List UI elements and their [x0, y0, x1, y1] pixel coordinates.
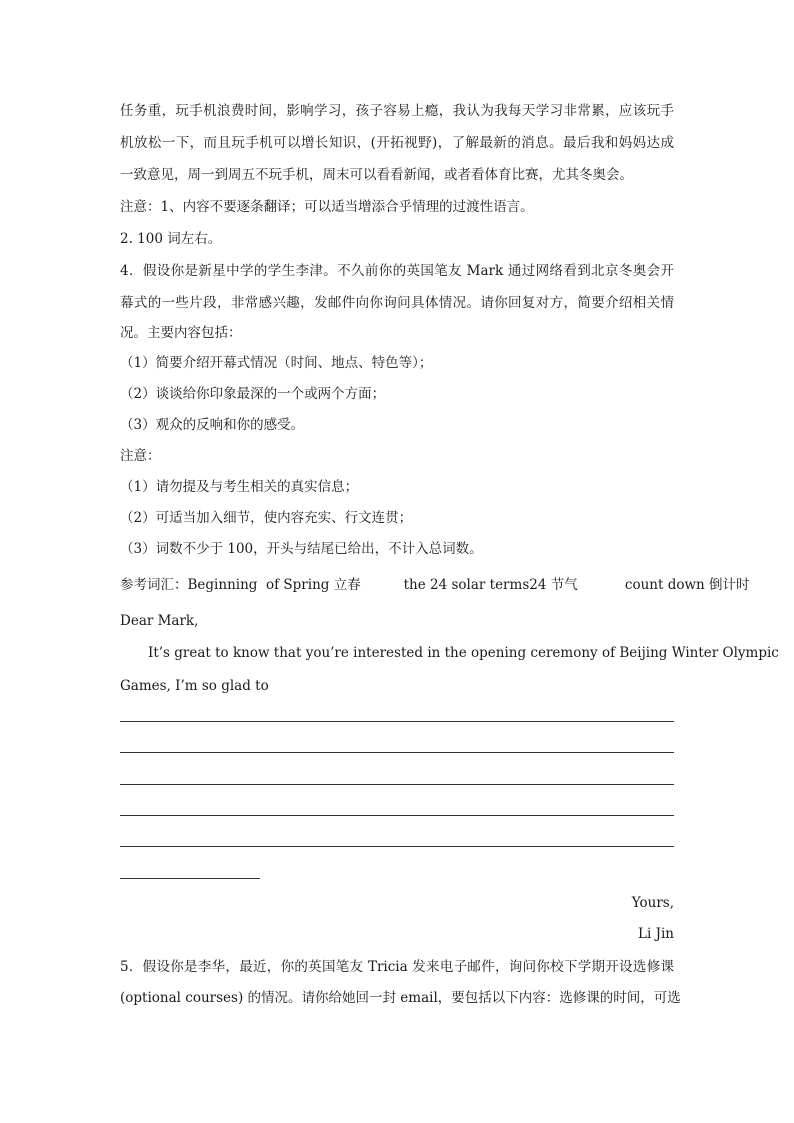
question-4-prompt: 幕式的一些片段，非常感兴趣，发邮件向你询问具体情况。请你回复对方，简要介绍相关情: [120, 295, 674, 311]
letter-signature: Li Jin: [638, 926, 674, 942]
content-point: （3）观众的反响和你的感受。: [120, 417, 305, 433]
note-line: 注意：1、内容不要逐条翻译；可以适当增添合乎情理的过渡性语言。: [120, 199, 534, 215]
question-5-prompt: (optional courses) 的情况。请你给她回一封 email，要包括以下内容：选修课的时间，可选: [120, 990, 681, 1006]
letter-closing: Yours,: [631, 895, 674, 911]
answer-line: [120, 846, 674, 847]
notes-label: 注意：: [120, 448, 161, 464]
paragraph-line: 任务重，玩手机浪费时间，影响学习，孩子容易上瘾，我认为我每天学习非常累，应该玩手: [120, 103, 674, 119]
answer-line: [120, 752, 674, 753]
letter-opening: It’s great to know that you’re interested in the opening ceremony of Beijing Winter Olympic: [148, 645, 779, 661]
paragraph-line: 一致意见，周一到周五不玩手机，周末可以看看新闻，或者看体育比赛，尤其冬奥会。: [120, 167, 633, 183]
note-item: （1）请勿提及与考生相关的真实信息；: [120, 479, 359, 495]
answer-line: [120, 878, 260, 879]
letter-opening: Games, I’m so glad to: [120, 678, 269, 694]
question-4-prompt: 况。主要内容包括：: [120, 325, 242, 341]
answer-line: [120, 784, 674, 785]
letter-salutation: Dear Mark,: [120, 613, 199, 629]
content-point: （2）谈谈给你印象最深的一个或两个方面；: [120, 386, 386, 402]
question-5-prompt: 5．假设你是李华，最近，你的英国笔友 Tricia 发来电子邮件，询问你校下学期开设选修课: [120, 959, 674, 975]
answer-line: [120, 721, 674, 722]
note-item: （3）词数不少于 100，开头与结尾已给出，不计入总词数。: [120, 541, 483, 557]
note-item: （2）可适当加入细节，使内容充实、行文连贯；: [120, 510, 413, 526]
paragraph-line: 机放松一下，而且玩手机可以增长知识，(开拓视野)，了解最新的消息。最后我和妈妈达成: [120, 135, 674, 151]
question-4-prompt: 4．假设你是新星中学的学生李津。不久前你的英国笔友 Mark 通过网络看到北京冬奥会开: [120, 263, 674, 279]
answer-line: [120, 815, 674, 816]
reference-vocabulary: 参考词汇：Beginning of Spring 立春 the 24 solar terms24 节气 count down 倒计时: [120, 577, 750, 593]
content-point: （1）简要介绍开幕式情况（时间、地点、特色等）；: [120, 355, 433, 371]
note-line: 2. 100 词左右。: [120, 231, 222, 247]
